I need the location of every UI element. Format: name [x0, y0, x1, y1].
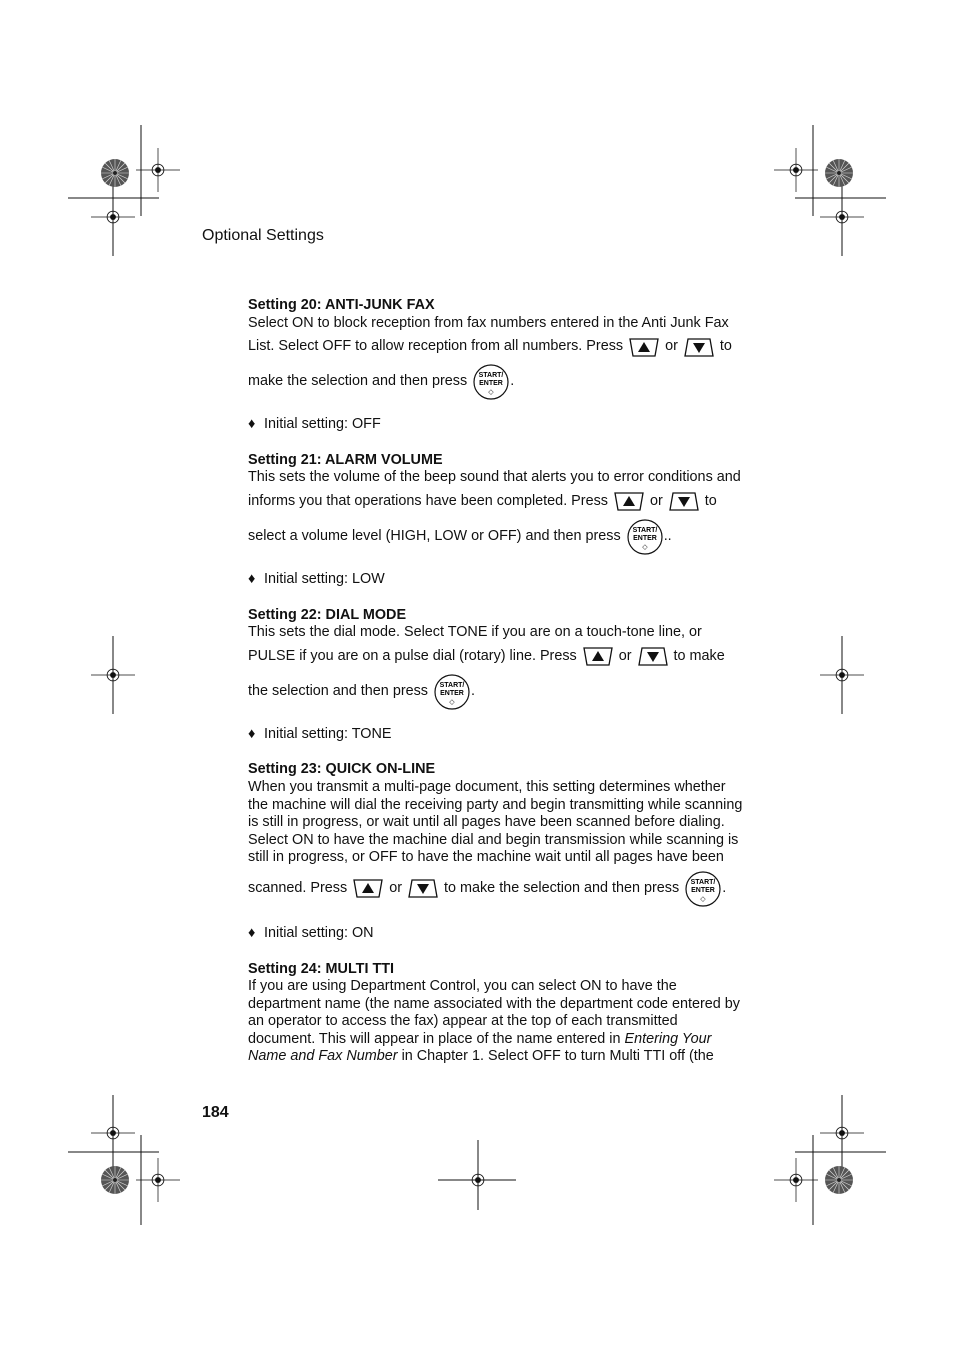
- setting-text: the machine will dial the receiving party and begin transmitting while scanning: [248, 796, 743, 813]
- start-enter-key-icon: [433, 674, 471, 710]
- setting-text-line: select a volume level (HIGH, LOW or OFF) and then press START/ ENTER ◇ ..: [248, 517, 744, 557]
- setting-title: Setting 20: ANTI-JUNK FAX: [248, 297, 435, 313]
- setting-text: an operator to access the fax) appear at the top of each transmitted: [248, 1013, 678, 1030]
- svg-text:START/: START/: [632, 526, 658, 534]
- registration-mark: [774, 148, 818, 192]
- svg-text:◇: ◇: [700, 894, 706, 903]
- setting-text-line: scanned. Press or to make the selection and then press START/ ENTER ◇ .: [248, 867, 744, 911]
- setting-title: Setting 21: ALARM VOLUME: [248, 451, 443, 468]
- setting-title: Setting 23: QUICK ON-LINE: [248, 761, 436, 778]
- setting-text-line: List. Select OFF to allow reception from all numbers. Press or to: [248, 332, 744, 362]
- initial-setting: ♦ Initial setting: TONE: [248, 725, 392, 742]
- svg-text:START/: START/: [690, 878, 716, 886]
- chapter-reference: Entering Your: [624, 1030, 712, 1047]
- color-target: [101, 159, 129, 187]
- start-enter-key-icon: [472, 364, 510, 400]
- up-arrow-key-icon: [352, 878, 384, 899]
- svg-text:◇: ◇: [449, 697, 455, 706]
- setting-21: [248, 452, 744, 589]
- setting-text: This sets the dial mode. Select TONE if you are on a touch-tone line, or: [248, 624, 702, 641]
- color-target: [825, 1166, 853, 1194]
- up-arrow-key-icon: [613, 491, 645, 512]
- setting-text: Select ON to have the machine dial and begin transmission while scanning is: [248, 831, 739, 848]
- setting-text-line: informs you that operations have been completed. Press or to: [248, 487, 744, 517]
- start-enter-key-icon: [684, 871, 722, 907]
- bullet-icon: ♦: [248, 725, 256, 742]
- setting-text: This sets the volume of the beep sound that alerts you to error conditions and: [248, 469, 741, 486]
- setting-text-line: make the selection and then press START/ ENTER ◇ .: [248, 362, 744, 402]
- setting-23: [248, 761, 744, 942]
- start-enter-key-icon: [626, 519, 664, 555]
- running-header: Optional Settings: [202, 227, 324, 244]
- down-arrow-key-icon: [683, 337, 715, 358]
- down-arrow-key-icon: [407, 878, 439, 899]
- svg-text:◇: ◇: [641, 542, 648, 551]
- setting-text: When you transmit a multi-page document, this setting determines whether: [248, 778, 726, 795]
- setting-24: [248, 961, 744, 1067]
- down-arrow-key-icon: [637, 646, 669, 667]
- svg-text:ENTER: ENTER: [691, 886, 716, 894]
- setting-text: Select ON to block reception from fax numbers entered in the Anti Junk Fax: [248, 314, 729, 331]
- setting-text-line: Name and Fax Number in Chapter 1. Select OFF to turn Multi TTI off (the: [248, 1048, 714, 1065]
- setting-20: [248, 297, 744, 434]
- settings-content: [248, 297, 744, 1066]
- up-arrow-key-icon: [582, 646, 614, 667]
- registration-mark: [136, 148, 180, 192]
- setting-text: is still in progress, or wait until all pages have been scanned before dialing.: [248, 814, 725, 831]
- color-target: [101, 1166, 129, 1194]
- setting-text: If you are using Department Control, you can select ON to have the: [248, 978, 677, 995]
- setting-text-line: the selection and then press START/ ENTER ◇ .: [248, 672, 744, 712]
- initial-setting: ♦ Initial setting: OFF: [248, 416, 381, 433]
- svg-text:START/: START/: [478, 372, 504, 380]
- registration-mark: [774, 1158, 818, 1202]
- bullet-icon: ♦: [248, 924, 256, 941]
- setting-text-line: PULSE if you are on a pulse dial (rotary) line. Press or to make: [248, 642, 744, 672]
- setting-text-line: document. This will appear in place of the name entered in Entering Your: [248, 1030, 712, 1047]
- setting-title: Setting 22: DIAL MODE: [248, 606, 407, 623]
- initial-setting: ♦ Initial setting: ON: [248, 924, 374, 941]
- page-number: 184: [202, 1104, 229, 1121]
- registration-mark: [136, 1158, 180, 1202]
- svg-text:ENTER: ENTER: [632, 534, 657, 542]
- setting-text: still in progress, or OFF to have the machine wait until all pages have been: [248, 849, 724, 866]
- svg-text:START/: START/: [439, 681, 465, 689]
- svg-text:◇: ◇: [488, 388, 494, 397]
- initial-setting: ♦ Initial setting: LOW: [248, 570, 385, 587]
- color-target: [825, 159, 853, 187]
- svg-text:ENTER: ENTER: [440, 689, 464, 697]
- chapter-reference: Name and Fax Number: [248, 1048, 398, 1065]
- setting-title: Setting 24: MULTI TTI: [248, 960, 395, 977]
- bullet-icon: ♦: [248, 570, 256, 587]
- bullet-icon: ♦: [248, 416, 256, 433]
- setting-22: [248, 607, 744, 744]
- setting-text: department name (the name associated with the department code entered by: [248, 995, 740, 1012]
- svg-text:ENTER: ENTER: [479, 380, 504, 388]
- down-arrow-key-icon: [668, 491, 700, 512]
- up-arrow-key-icon: [628, 337, 660, 358]
